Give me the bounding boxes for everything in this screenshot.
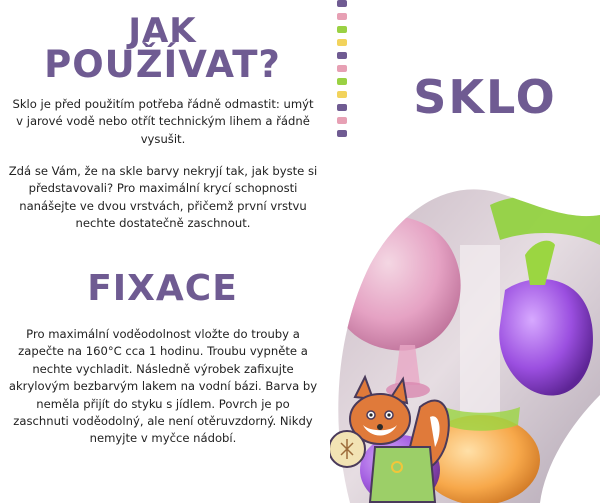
how-to-use-heading-line2: POUŽÍVAT? [44, 43, 281, 86]
decorative-dot [337, 117, 347, 124]
degreasing-paragraph: Sklo je před použitím potřeba řádně odmastit: umýt v jarové vodě nebo otřít technickým lihem a řádně vysušit. [12, 97, 314, 146]
decorative-dot [337, 26, 347, 33]
decorative-dot [337, 39, 347, 46]
decorative-dot [337, 91, 347, 98]
decorative-dot [337, 65, 347, 72]
decorative-dot [337, 13, 347, 20]
glass-ornaments-photo [330, 185, 600, 503]
decorative-dot [337, 78, 347, 85]
decorative-dot [337, 0, 347, 7]
decorative-dot-column [337, 0, 347, 143]
product-title: SKLO [413, 70, 557, 124]
fixation-paragraph: Pro maximální voděodolnost vložte do trouby a zapečte na 160°C cca 1 hodinu. Troubu vypněte a nechte vychladit. Následně výrobek zafixujte akrylovým bezbarvým lakem na vodní bázi. Barva by neměla přijít do styku s jídlem. Povrch je po zaschnuti voděodolný, ale není otěruvzdorný. Nikdy nemyjte v myčce nádobí. [8, 327, 318, 446]
fixation-heading: FIXACE [87, 268, 238, 309]
decorative-dot [337, 130, 347, 137]
how-to-use-heading [0, 11, 325, 86]
coverage-paragraph: Zdá se Vám, že na skle barvy nekryjí tak, jak byste si představovali? Pro maximální krycí schopnosti nanášejte ve dvou vrstvách, přičemž první vrstvu nechte dostatečně zaschnout. [8, 164, 318, 231]
decorative-dot [337, 52, 347, 59]
how-to-use-heading-line1: JAK [128, 11, 197, 51]
decorative-dot [337, 104, 347, 111]
